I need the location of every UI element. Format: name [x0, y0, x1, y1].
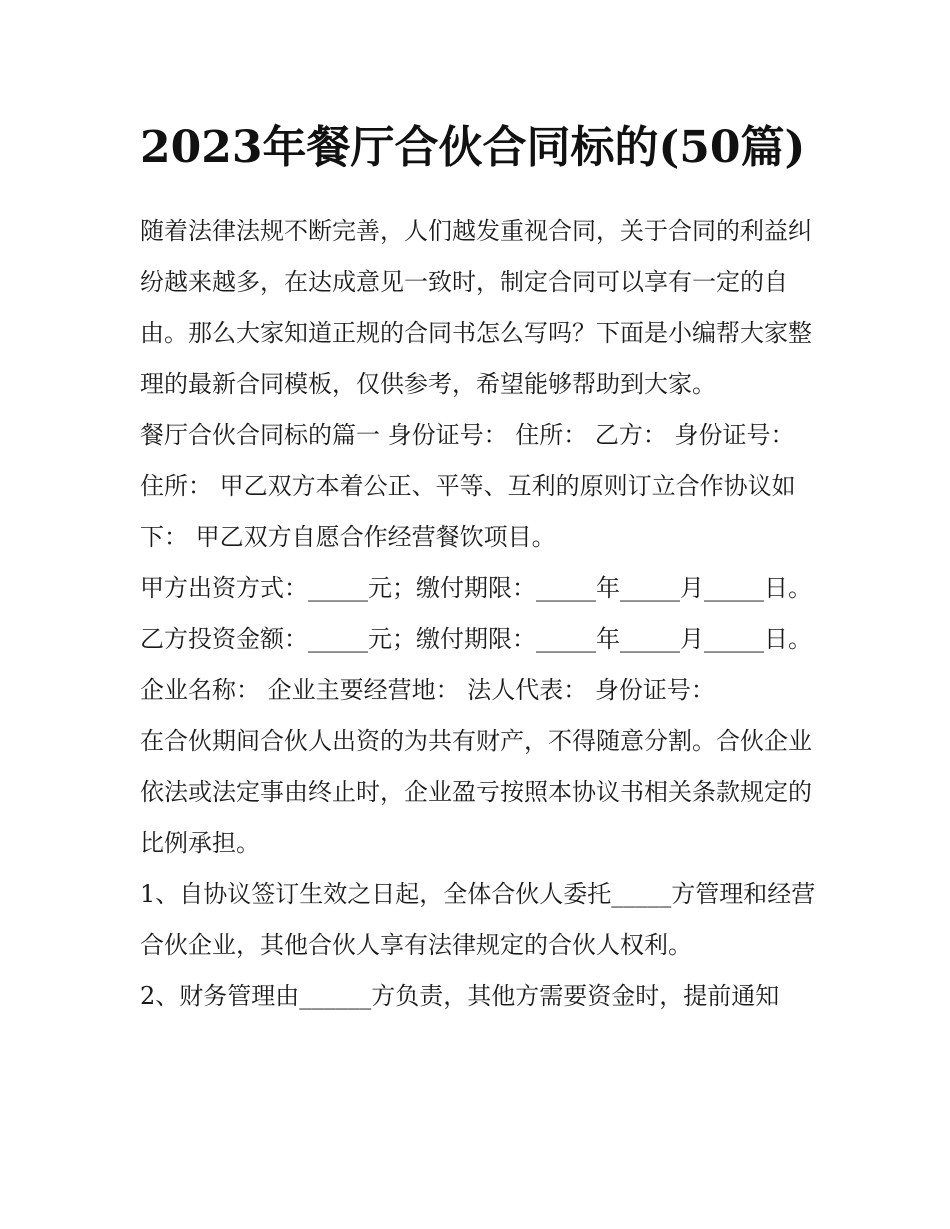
paragraph-party-a-investment: 甲方出资方式：_____元；缴付期限：_____年_____月_____日。 — [140, 574, 812, 602]
paragraph-enterprise-info: 企业名称： 企业主要经营地： 法人代表： 身份证号： — [140, 676, 715, 704]
paragraph-common-property: 在合伙期间合伙人出资的为共有财产，不得随意分割。合伙企业依法或法定事由终止时，企业盈亏按照本协议书相关条款规定的比例承担。 — [140, 727, 812, 857]
paragraph-intro: 随着法律法规不断完善，人们越发重视合同，关于合同的利益纠纷越来越多，在达成意见一致时，制定合同可以享有一定的自由。那么大家知道正规的合同书怎么写吗？下面是小编帮大家整理的最新合同模板，仅供参考，希望能够帮助到大家。 — [140, 217, 812, 398]
paragraph-parties: 餐厅合伙合同标的篇一 身份证号： 住所： 乙方： 身份证号： 住所： 甲乙双方本着公正、平等、互利的原则订立合作协议如下： 甲乙双方自愿合作经营餐饮项目。 — [140, 421, 803, 551]
paragraph-party-b-investment: 乙方投资金额：_____元；缴付期限：_____年_____月_____日。 — [140, 625, 812, 653]
paragraph-clause-2: 2、财务管理由______方负责，其他方需要资金时，提前通知 — [140, 982, 780, 1010]
document-content — [140, 116, 820, 1022]
document-title: 2023年餐厅合伙合同标的(50篇) — [140, 122, 806, 173]
paragraph-clause-1: 1、自协议签订生效之日起，全体合伙人委托_____方管理和经营合伙企业，其他合伙人享有法律规定的合伙人权利。 — [140, 880, 816, 959]
document-body — [140, 206, 820, 1022]
